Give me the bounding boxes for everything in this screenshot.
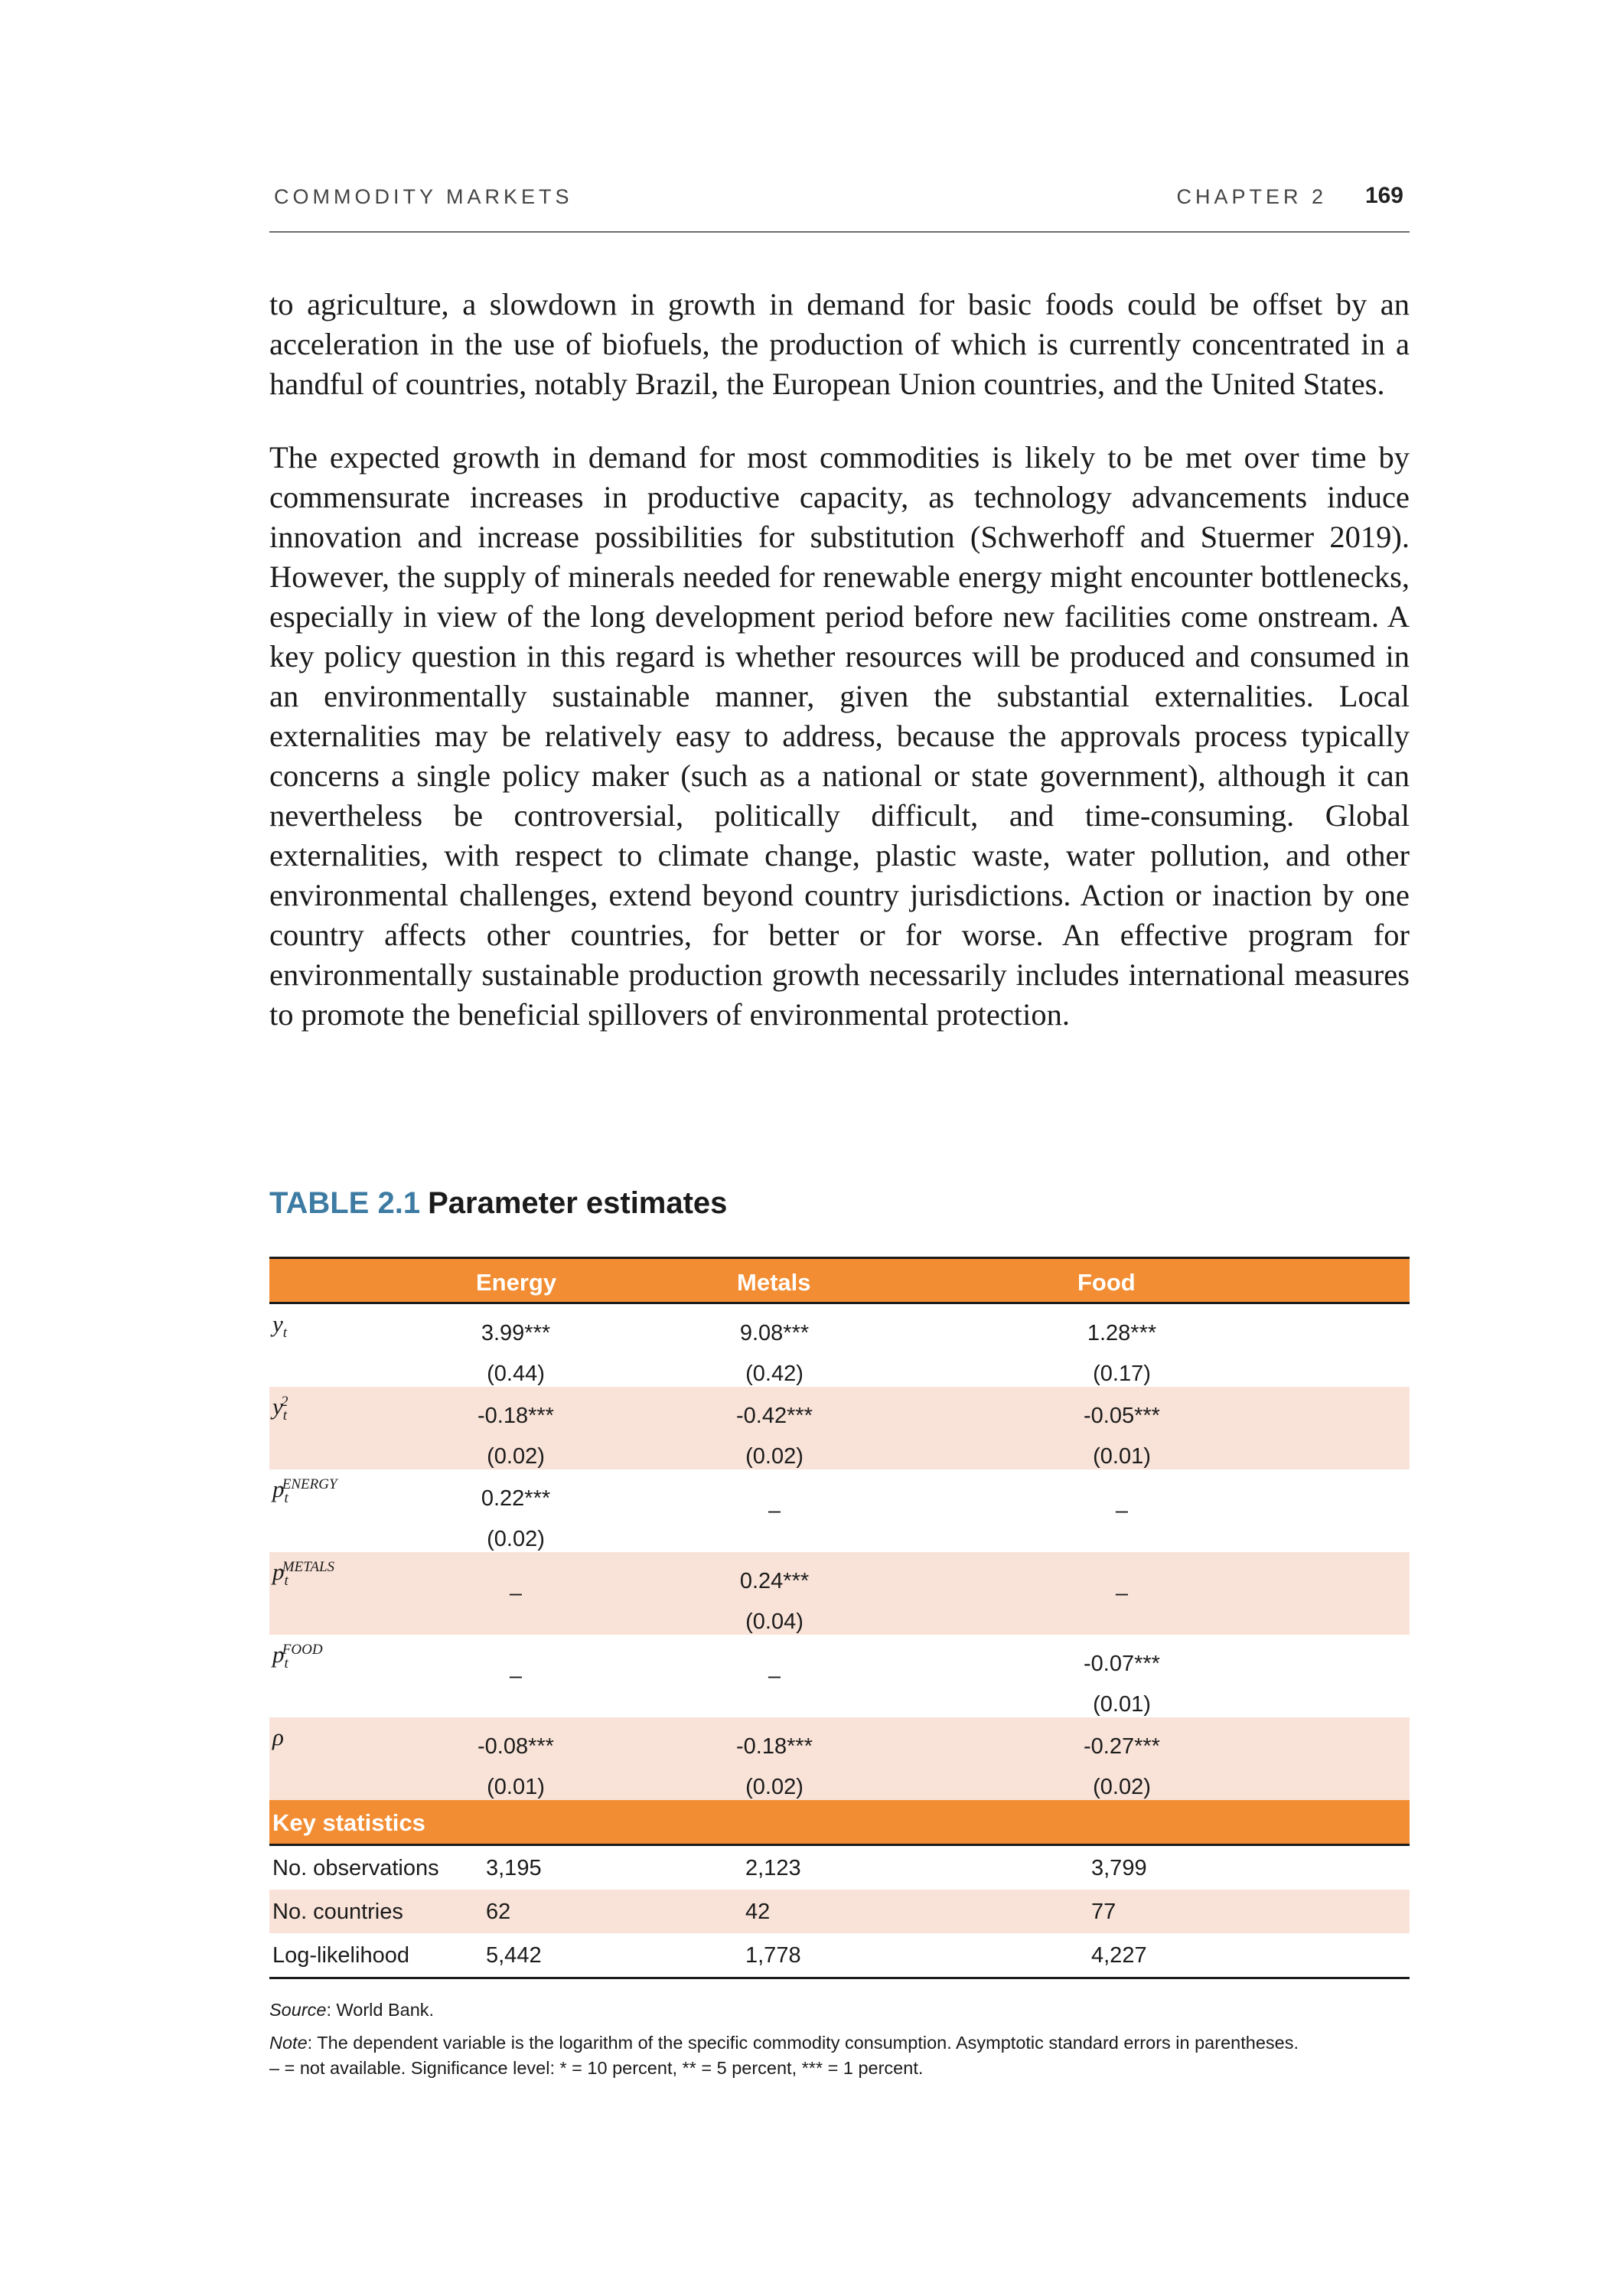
estimate-value: -0.42*** bbox=[736, 1404, 813, 1428]
standard-error: (0.01) bbox=[1093, 1444, 1151, 1469]
estimate-cell bbox=[690, 1396, 859, 1477]
note-text: : The dependent variable is the logarithm of the specific commodity consumption. Asymptotic standard errors in parentheses. bbox=[307, 2033, 1299, 2053]
table-name: Parameter estimates bbox=[428, 1186, 728, 1220]
estimate-cell bbox=[432, 1479, 600, 1560]
row-variable-label: $y_t^2$ bbox=[272, 1393, 288, 1424]
row-variable-label: $p_t^{METALS}$ bbox=[272, 1558, 335, 1590]
statistic-value: 42 bbox=[745, 1900, 771, 1924]
estimate-cell bbox=[690, 1561, 859, 1642]
estimate-cell bbox=[690, 1656, 859, 1697]
row-variable-label: $p_t^{ENERGY}$ bbox=[272, 1476, 337, 1507]
table-row bbox=[269, 1552, 1410, 1635]
chapter-label: CHAPTER 2 bbox=[1176, 185, 1327, 208]
standard-error: (0.04) bbox=[745, 1609, 804, 1634]
estimate-cell bbox=[690, 1491, 859, 1531]
note bbox=[269, 2030, 1410, 2056]
statistic-value: 1,778 bbox=[745, 1943, 801, 1968]
table-bottom-rule bbox=[269, 1977, 1410, 1979]
statistic-value: 62 bbox=[486, 1900, 511, 1924]
table-title bbox=[269, 1186, 727, 1221]
table-row bbox=[269, 1635, 1410, 1717]
source-note bbox=[269, 1998, 1410, 2023]
paragraph: The expected growth in demand for most commodities is likely to be met over time by commensurate increases in productive capacity, as technology advancements induce innovation and increase possibilities for substitution (Schwerhoff and Stuermer 2019). However, the supply of minerals needed for renewable energy might encounter bottlenecks, especially in view of the long development period before new facilities come onstream. A key policy question in this regard is whether resources will be produced and consumed in an environmentally sustainable manner, given the substantial externalities. Local externalities may be relatively easy to address, because the approvals process typically concerns a single policy maker (such as a national or state government), although it can nevertheless be controversial, politically difficult, and time-consuming. Global externalities, with respect to climate change, plastic waste, water pollution, and other environmental challenges, extend beyond country jurisdictions. Action or inaction by one country affects other countries, for better or for worse. An effective program for environmentally sustainable production growth necessarily includes international measures to promote the beneficial spillovers of environmental protection. bbox=[269, 440, 1410, 1032]
source-label: Source bbox=[269, 2000, 327, 2020]
estimate-cell bbox=[1038, 1727, 1206, 1808]
table-row bbox=[269, 1387, 1410, 1469]
parameter-rows bbox=[269, 1304, 1410, 1800]
estimate-value: – bbox=[1115, 1499, 1129, 1523]
estimate-value: -0.08*** bbox=[478, 1734, 554, 1759]
page-number: 169 bbox=[1364, 183, 1403, 208]
row-variable-label: $y_t$ bbox=[272, 1310, 288, 1342]
estimate-value: – bbox=[768, 1499, 781, 1523]
table-label: TABLE 2.1 bbox=[269, 1186, 421, 1220]
row-variable-label: $p_t^{FOOD}$ bbox=[272, 1641, 323, 1672]
statistic-value: 3,799 bbox=[1091, 1856, 1147, 1880]
estimate-cell bbox=[690, 1313, 859, 1394]
table-row bbox=[269, 1469, 1410, 1552]
standard-error: (0.02) bbox=[487, 1444, 545, 1469]
paragraph: to agriculture, a slowdown in growth in demand for basic foods could be offset by an acceleration in the use of biofuels, the production of which is currently concentrated in a handful of countries, notably Brazil, the European Union countries, and the United States. bbox=[269, 287, 1410, 401]
estimate-cell bbox=[432, 1727, 600, 1808]
running-header-title: COMMODITY MARKETS bbox=[274, 185, 573, 208]
statistic-value: 4,227 bbox=[1091, 1943, 1147, 1968]
estimate-value: -0.05*** bbox=[1084, 1404, 1160, 1428]
column-header-energy: Energy bbox=[476, 1269, 557, 1296]
estimate-value: – bbox=[509, 1581, 523, 1606]
statistic-label: Log-likelihood bbox=[272, 1943, 409, 1968]
estimate-value: – bbox=[768, 1664, 781, 1688]
estimate-cell bbox=[1038, 1396, 1206, 1477]
body-text bbox=[269, 285, 1410, 1068]
statistic-value: 3,195 bbox=[486, 1856, 542, 1880]
statistic-label: No. countries bbox=[272, 1900, 403, 1924]
source-text: : World Bank. bbox=[326, 2000, 435, 2020]
key-statistics-header bbox=[269, 1800, 1410, 1846]
standard-error: (0.02) bbox=[487, 1527, 545, 1551]
estimate-value: – bbox=[1115, 1581, 1129, 1606]
estimate-cell bbox=[1038, 1313, 1206, 1394]
statistic-value: 5,442 bbox=[486, 1943, 542, 1968]
statistic-label: No. observations bbox=[272, 1856, 439, 1880]
statistic-value: 2,123 bbox=[745, 1856, 801, 1880]
estimate-cell bbox=[1038, 1491, 1206, 1531]
standard-error: (0.02) bbox=[745, 1444, 804, 1469]
estimate-cell bbox=[432, 1313, 600, 1394]
standard-error: (0.02) bbox=[1093, 1775, 1151, 1799]
estimate-value: 9.08*** bbox=[739, 1321, 810, 1345]
standard-error: (0.44) bbox=[487, 1362, 545, 1386]
row-variable-label: ρ bbox=[272, 1724, 284, 1750]
standard-error: (0.01) bbox=[487, 1775, 545, 1799]
estimate-cell bbox=[432, 1656, 600, 1697]
estimate-value: 1.28*** bbox=[1087, 1321, 1157, 1345]
note-line-2: – = not available. Significance level: * = 10 percent, ** = 5 percent, *** = 1 percent. bbox=[269, 2058, 924, 2078]
estimate-value: -0.18*** bbox=[736, 1734, 813, 1759]
table-notes bbox=[269, 1998, 1410, 2081]
estimate-cell bbox=[1038, 1644, 1206, 1725]
statistics-rows bbox=[269, 1846, 1410, 1977]
table-header-row bbox=[269, 1257, 1410, 1304]
estimate-cell bbox=[432, 1396, 600, 1477]
column-header-metals: Metals bbox=[737, 1269, 811, 1296]
estimate-cell bbox=[432, 1574, 600, 1614]
estimate-value: -0.27*** bbox=[1084, 1734, 1160, 1759]
estimate-value: 3.99*** bbox=[481, 1321, 551, 1345]
statistic-value: 77 bbox=[1091, 1900, 1116, 1924]
table-row bbox=[269, 1304, 1410, 1387]
statistics-row bbox=[269, 1890, 1410, 1933]
estimate-cell bbox=[1038, 1574, 1206, 1614]
estimate-cell bbox=[690, 1727, 859, 1808]
statistics-row bbox=[269, 1933, 1410, 1977]
parameter-table bbox=[269, 1257, 1410, 1979]
standard-error: (0.42) bbox=[745, 1362, 804, 1386]
standard-error: (0.01) bbox=[1093, 1692, 1151, 1717]
estimate-value: 0.22*** bbox=[481, 1486, 551, 1511]
estimate-value: -0.07*** bbox=[1084, 1652, 1160, 1676]
standard-error: (0.02) bbox=[745, 1775, 804, 1799]
estimate-value: 0.24*** bbox=[739, 1569, 810, 1593]
column-header-food: Food bbox=[1077, 1269, 1136, 1296]
standard-error: (0.17) bbox=[1093, 1362, 1151, 1386]
key-statistics-label: Key statistics bbox=[272, 1809, 425, 1836]
table-row bbox=[269, 1717, 1410, 1800]
running-header bbox=[269, 181, 1410, 233]
estimate-value: – bbox=[509, 1664, 523, 1688]
statistics-row bbox=[269, 1846, 1410, 1890]
note-label: Note bbox=[269, 2033, 308, 2053]
estimate-value: -0.18*** bbox=[478, 1404, 554, 1428]
